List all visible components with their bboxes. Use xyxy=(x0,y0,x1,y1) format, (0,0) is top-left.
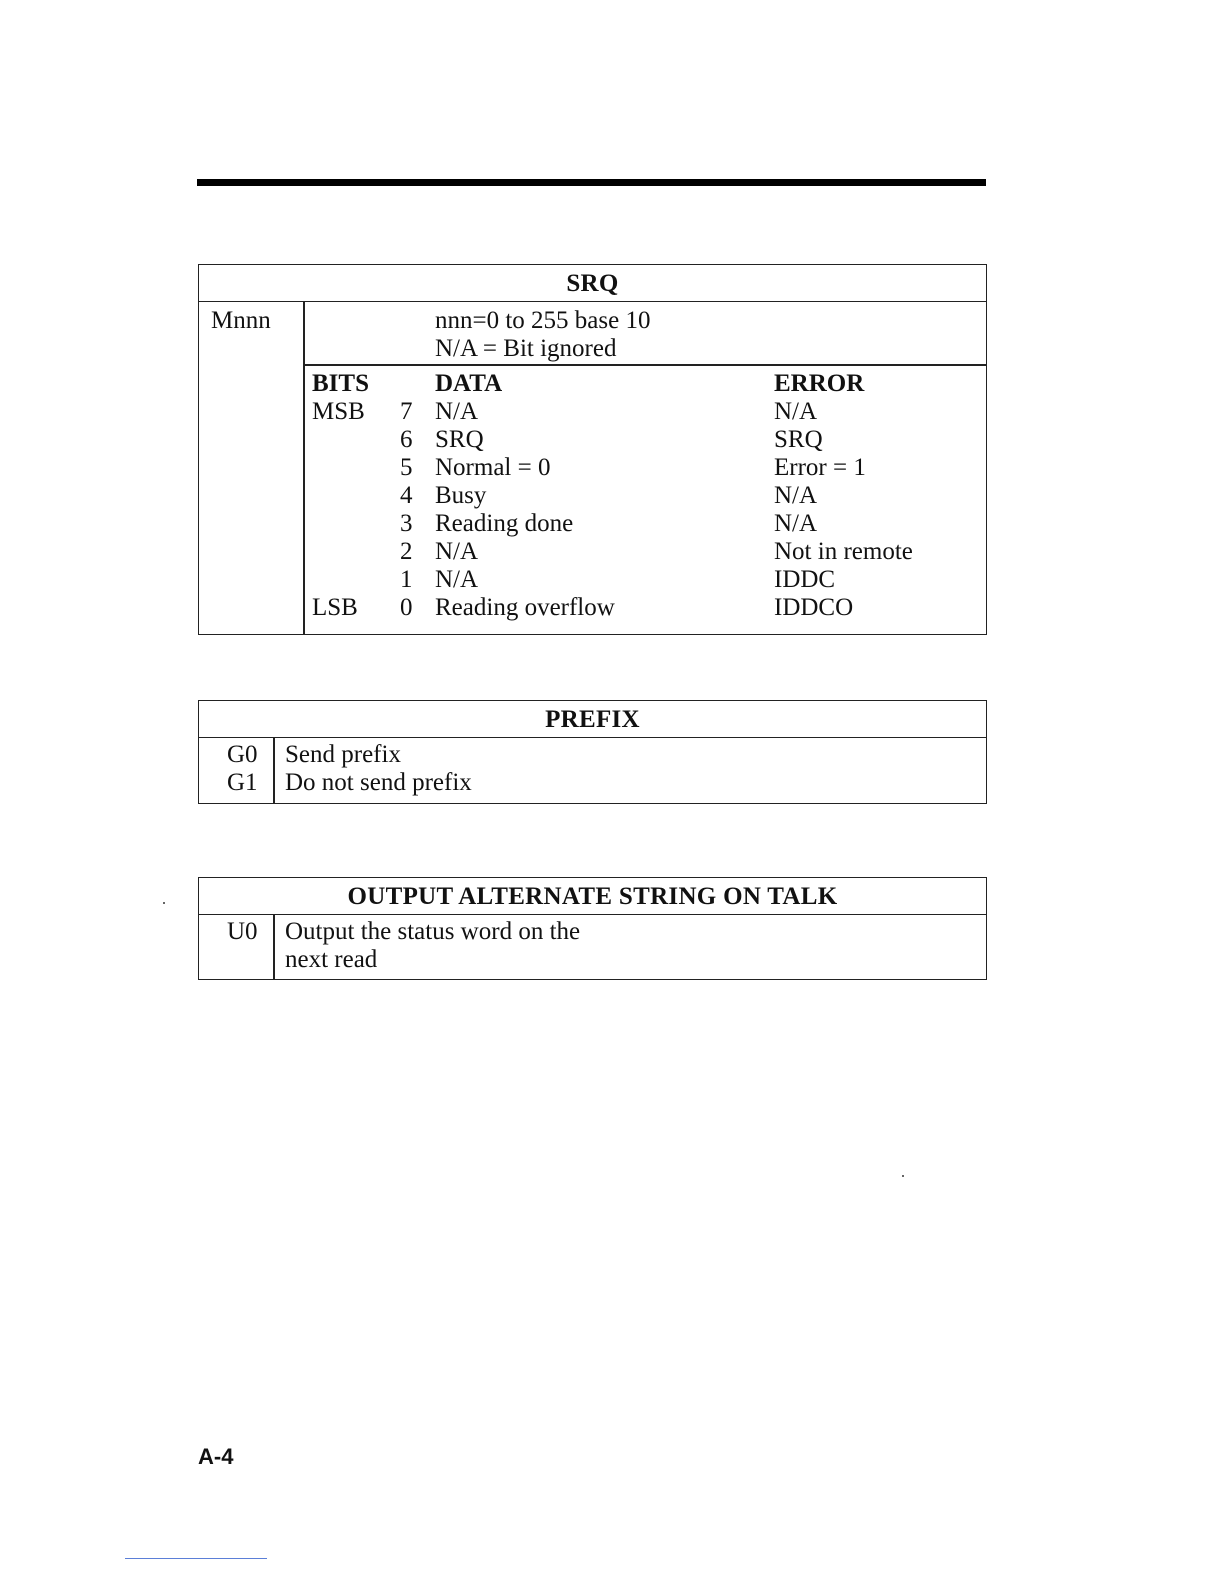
output-title: OUTPUT ALTERNATE STRING ON TALK xyxy=(199,878,986,915)
bit-number: 1 xyxy=(400,566,413,593)
error-header: ERROR xyxy=(774,370,865,397)
bit-error: N/A xyxy=(774,482,818,509)
bit-number: 6 xyxy=(400,426,413,453)
bit-data: Reading overflow xyxy=(435,594,615,621)
bit-number: 7 xyxy=(400,398,413,425)
bit-error: N/A xyxy=(774,510,818,537)
bit-data: SRQ xyxy=(435,426,484,453)
srq-command: Mnnn xyxy=(211,307,271,334)
bit-error: IDDC xyxy=(774,566,836,593)
bit-data: Busy xyxy=(435,482,487,509)
bit-label-msb: MSB xyxy=(312,398,365,425)
prefix-table xyxy=(198,700,987,804)
bit-data: N/A xyxy=(435,398,479,425)
bit-label-lsb: LSB xyxy=(312,594,358,621)
data-header: DATA xyxy=(435,370,503,397)
page-number: A-4 xyxy=(198,1444,234,1469)
output-description-line-2: next read xyxy=(285,946,378,973)
scan-speck xyxy=(902,1175,904,1177)
bit-error: Not in remote xyxy=(774,538,913,565)
srq-title: SRQ xyxy=(199,265,986,302)
bit-error: Error = 1 xyxy=(774,454,866,481)
output-alternate-string-table xyxy=(198,877,987,980)
prefix-code: G1 xyxy=(227,769,258,796)
prefix-description: Do not send prefix xyxy=(285,769,472,796)
srq-description-line-1: nnn=0 to 255 base 10 xyxy=(435,307,651,334)
bit-error: SRQ xyxy=(774,426,823,453)
srq-description-divider xyxy=(304,364,986,366)
bit-number: 3 xyxy=(400,510,413,537)
srq-table xyxy=(198,264,987,635)
output-code: U0 xyxy=(227,918,258,945)
footer-rule xyxy=(125,1558,267,1559)
bit-data: Reading done xyxy=(435,510,574,537)
prefix-column-divider xyxy=(273,737,275,803)
bit-number: 2 xyxy=(400,538,413,565)
output-column-divider xyxy=(273,914,275,979)
srq-column-divider xyxy=(303,301,305,634)
top-rule xyxy=(197,179,986,186)
bit-number: 4 xyxy=(400,482,413,509)
bit-number: 5 xyxy=(400,454,413,481)
srq-description-line-2: N/A = Bit ignored xyxy=(435,335,617,362)
bit-data: N/A xyxy=(435,538,479,565)
prefix-description: Send prefix xyxy=(285,741,401,768)
scan-speck xyxy=(163,902,165,904)
output-description-line-1: Output the status word on the xyxy=(285,918,581,945)
bit-data: Normal = 0 xyxy=(435,454,551,481)
bits-header: BITS xyxy=(312,370,369,397)
bit-data: N/A xyxy=(435,566,479,593)
prefix-title: PREFIX xyxy=(199,701,986,738)
bit-error: IDDCO xyxy=(774,594,854,621)
bit-number: 0 xyxy=(400,594,413,621)
bit-error: N/A xyxy=(774,398,818,425)
prefix-code: G0 xyxy=(227,741,258,768)
